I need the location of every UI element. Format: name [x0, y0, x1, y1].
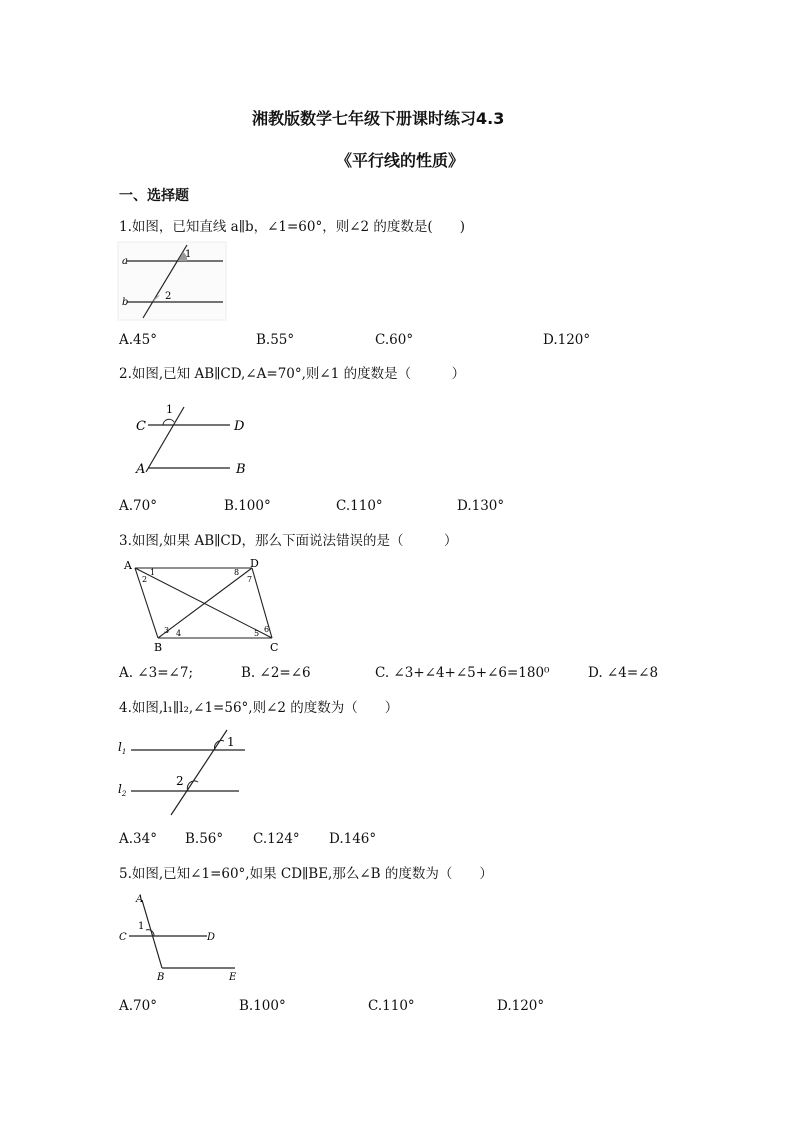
point-d-label: D: [234, 419, 245, 434]
point-c-label: C: [270, 641, 279, 654]
point-c-label: C: [136, 419, 146, 434]
q2-option-a[interactable]: A.70°: [119, 498, 157, 514]
q3-option-c[interactable]: C. ∠3+∠4+∠5+∠6=180⁰: [375, 665, 550, 681]
angle-2-label: 2: [142, 575, 148, 584]
angle-1-arc: [163, 419, 174, 425]
point-c-label: C: [119, 932, 127, 943]
q1-option-b[interactable]: B.55°: [256, 332, 295, 348]
q2-option-b[interactable]: B.100°: [224, 498, 271, 514]
question-3-figure: [120, 556, 285, 656]
question-4-text: 4.如图,l₁∥l₂,∠1=56°,则∠2 的度数为（ ）: [119, 700, 399, 716]
q5-option-b[interactable]: B.100°: [239, 998, 286, 1014]
angle-3-label: 3: [164, 626, 170, 635]
angle-1-label: 1: [138, 921, 145, 932]
q4-option-b[interactable]: B.56°: [185, 831, 224, 847]
q4-option-d[interactable]: D.146°: [329, 831, 377, 847]
q2-option-d[interactable]: D.130°: [457, 498, 505, 514]
point-e-label: E: [229, 972, 237, 983]
q4-option-a[interactable]: A.34°: [119, 831, 157, 847]
q3-option-a[interactable]: A. ∠3=∠7;: [119, 665, 193, 681]
q5-option-a[interactable]: A.70°: [119, 998, 157, 1014]
question-5-text: 5.如图,已知∠1=60°,如果 CD∥BE,那么∠B 的度数为（ ）: [119, 866, 493, 882]
question-4-figure: [115, 725, 255, 820]
point-b-label: B: [236, 462, 246, 477]
line-b-label: b: [122, 297, 129, 308]
point-a-label: A: [136, 894, 144, 905]
angle-1-label: 1: [227, 735, 235, 749]
angle-4-label: 4: [176, 629, 182, 638]
q5-option-c[interactable]: C.110°: [368, 998, 415, 1014]
angle-5-label: 5: [254, 629, 260, 638]
angle-1-label: 1: [150, 568, 156, 577]
question-2-text: 2.如图,已知 AB∥CD,∠A=70°,则∠1 的度数是（ ）: [119, 366, 466, 382]
question-3-text: 3.如图,如果 AB∥CD，那么下面说法错误的是（ ）: [119, 533, 458, 549]
point-a-label: A: [124, 559, 132, 572]
point-b-label: B: [157, 972, 165, 983]
point-a-label: A: [136, 462, 146, 477]
point-d-label: D: [250, 557, 259, 570]
q5-option-d[interactable]: D.120°: [497, 998, 545, 1014]
angle-8-label: 8: [234, 568, 240, 577]
page-subtitle: 《平行线的性质》: [336, 151, 465, 170]
question-1-text: 1.如图，已知直线 a∥b，∠1=60°，则∠2 的度数是( ): [119, 219, 465, 235]
line-l1-label: $l_1$: [118, 740, 127, 756]
line-a-label: a: [122, 256, 128, 267]
line-l2-label: $l_2$: [118, 782, 127, 798]
question-2-figure: [130, 398, 255, 478]
page-title: 湘教版数学七年级下册课时练习4.3: [252, 109, 505, 128]
angle-7-label: 7: [247, 575, 253, 584]
q2-option-c[interactable]: C.110°: [336, 498, 383, 514]
point-b-label: B: [154, 641, 163, 654]
q1-option-c[interactable]: C.60°: [375, 332, 414, 348]
q4-option-c[interactable]: C.124°: [253, 831, 300, 847]
q3-option-b[interactable]: B. ∠2=∠6: [241, 665, 311, 681]
section-heading: 一、选择题: [119, 188, 189, 204]
angle-6-label: 6: [264, 625, 270, 634]
q3-option-d[interactable]: D. ∠4=∠8: [588, 665, 659, 681]
angle-1-label: 1: [166, 403, 173, 416]
question-5-figure: [115, 888, 245, 983]
q1-option-d[interactable]: D.120°: [543, 332, 591, 348]
point-d-label: D: [207, 932, 216, 943]
question-1-figure: [115, 240, 230, 322]
q1-option-a[interactable]: A.45°: [119, 332, 157, 348]
angle-1-label: 1: [185, 249, 192, 260]
angle-2-label: 2: [176, 774, 184, 788]
angle-2-label: 2: [165, 291, 172, 302]
